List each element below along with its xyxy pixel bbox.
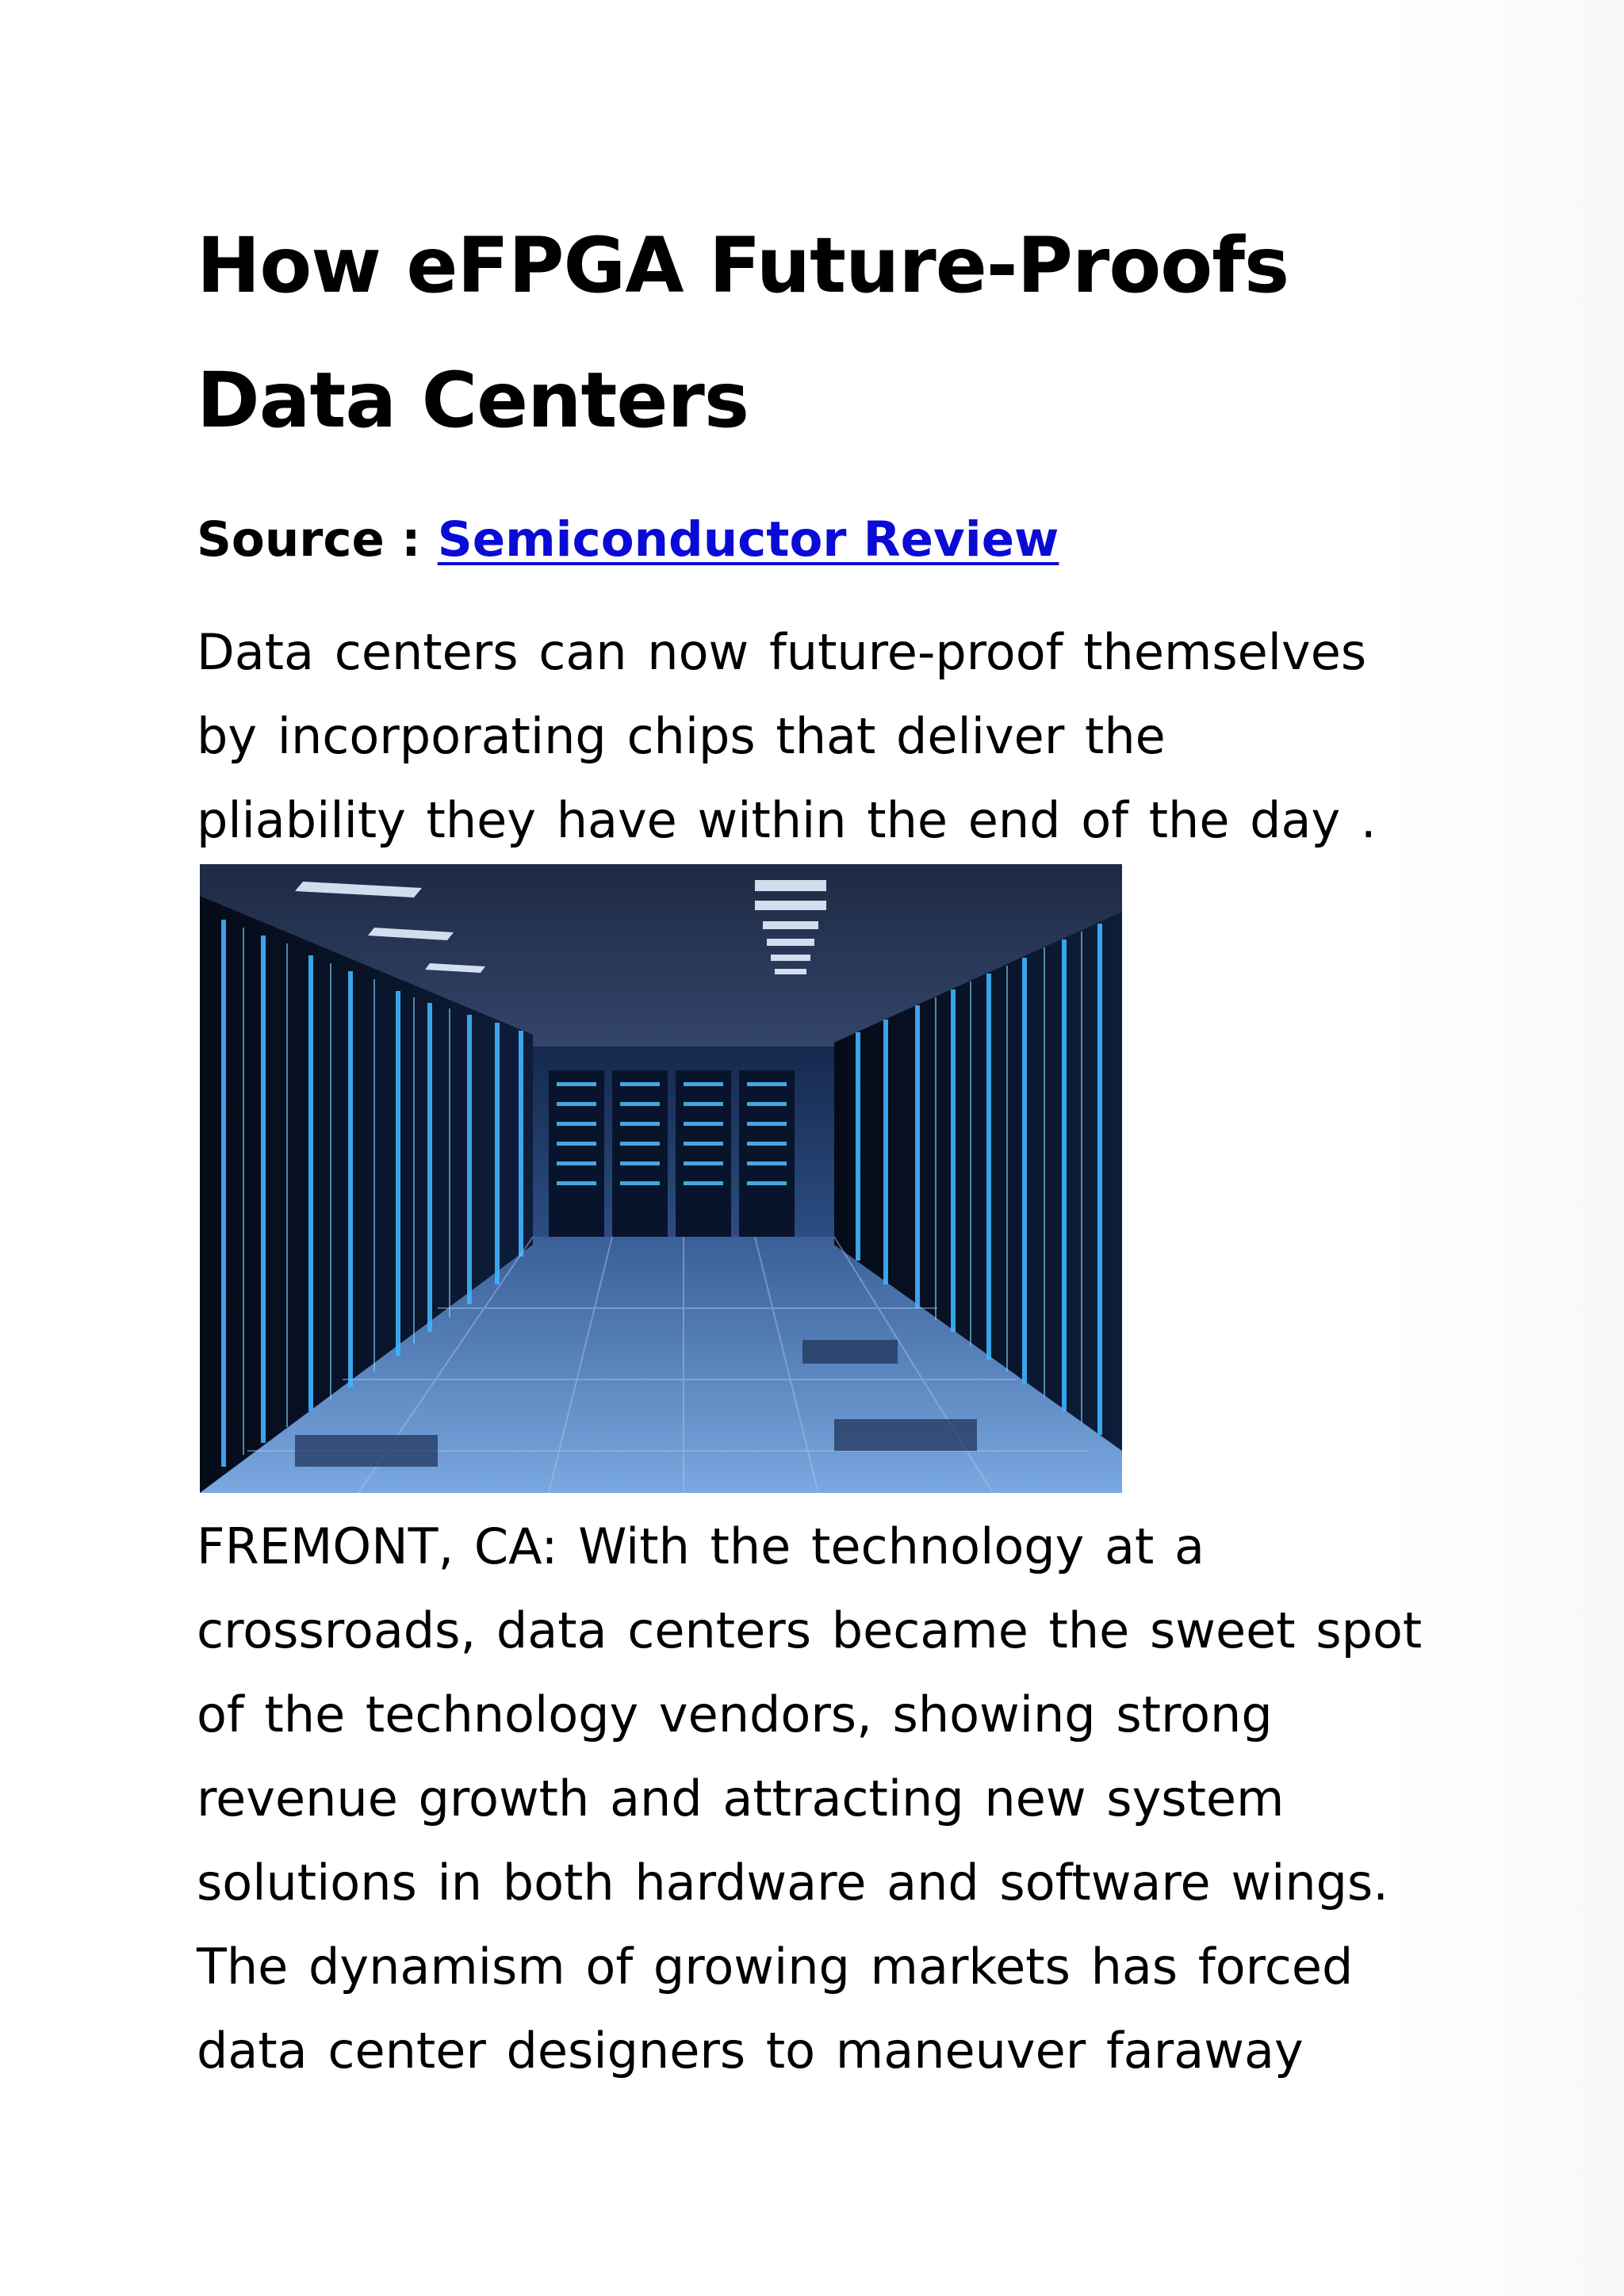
body-line: solutions in both hardware and software wings. [197,1854,1388,1911]
intro-line: by incorporating chips that deliver the [197,707,1166,765]
source-label: Source : [197,511,421,568]
body-line: crossroads, data centers became the sweet spot [197,1601,1423,1659]
body-line: data center designers to maneuver faraway [197,2022,1304,2080]
intro-line: Data centers can now future-proof themselves [197,623,1367,681]
source-link[interactable]: Semiconductor Review [437,511,1059,568]
intro-line: pliability they have within the end of the day . [197,791,1377,849]
article-title: How eFPGA Future-Proofs Data Centers [197,221,1289,445]
intro-paragraph [197,610,1434,863]
source-line [197,504,1059,576]
body-line: revenue growth and attracting new system [197,1770,1285,1827]
body-line: The dynamism of growing markets has forced [197,1938,1354,1996]
body-paragraph [197,1505,1434,2093]
server-room-illustration [200,864,1122,1493]
body-line: FREMONT, CA: With the technology at a [197,1517,1205,1575]
server-room-photo [200,864,1122,1493]
body-line: of the technology vendors, showing strong [197,1686,1273,1743]
